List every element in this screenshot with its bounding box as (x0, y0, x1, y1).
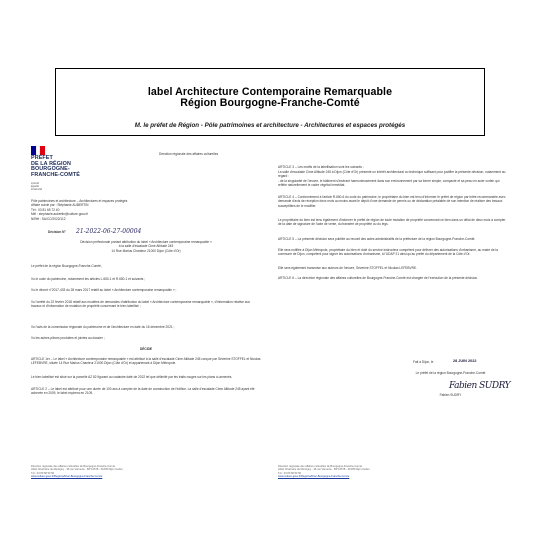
banner-title (58, 87, 482, 109)
article-5-notification: Elle sera notifiée à Dijon Métropole, propriétaire du bien et doté du service instructeur compétent pour délivrer des autorisations d'urbanisme, au maire de la commune de Dijon, compétent pour signer les autorisations d'urbanisme, à l'UDAP 21 ainsi qu'au préfet du département de la Côte d'Or. (278, 248, 498, 257)
direction-label: Direction régionale des affaires culturelles (159, 152, 219, 156)
article-2: ARTICLE 2 – Le label est attribué pour une durée de 100 ans à compter de la date de construction de l'édifice. La salle d'escalade Cime Altitude 245 ayant été achevée en 2009, le label expirera en 2109. (31, 387, 255, 396)
summary-line: Décision préfectorale portant attribution du label « Architecture contemporaine remarquable » (80, 240, 212, 244)
footer-line: Tél : 03 80 68 50 50 (31, 471, 55, 475)
motto-line: Liberté (31, 182, 39, 185)
office-line: Affaire suivie par : Stéphanie AUBERTIN (31, 203, 89, 208)
summary-line: 14 Rue Marius Chanteur 21000 Dijon (Côte d'Or) (111, 248, 181, 253)
prefet-line: PRÉFET (31, 155, 53, 161)
article-3-motif: - de la singularité de l'œuvre, le bâtiment s'insérant harmonieusement dans son environnement par sa forme simple, compacte et sa peau en acier corten qui reflète naturellement le cadre végétal immédiat. (278, 179, 500, 188)
prefet-line: BOURGOGNE- (31, 166, 70, 173)
considerant-4: Vu l'avis de la commission régionale du patrimoine et de l'architecture en date du 16 décembre 2021 ; (31, 325, 175, 329)
considerant-2: Vu le décret n°2017-433 du 28 mars 2017 relatif au label « Architecture contemporaine remarquable » ; (31, 288, 177, 292)
footer-line: Tél : 03 80 68 50 50 (278, 471, 302, 475)
handwritten-signature: Fabien SUDRY (449, 381, 511, 391)
page1-footer (31, 465, 261, 479)
article-3-text: La salle d'escalade Cime Altitude 245 à Dijon (Côte d'Or) présente un intérêt architectural ou technique suffisant pour justifier la présente décision, notamment au regard : (278, 170, 506, 179)
flag-red (40, 146, 45, 155)
considerant-5: Vu les autres pièces produites et jointes au dossier ; (31, 336, 105, 340)
banner-subtitle: M. le préfet de Région - Pôle patrimoines et architecture - Architectures et espaces protégés (134, 122, 406, 129)
prefet-statement: Le préfet de la région Bourgogne-Franche-Comté, (31, 264, 102, 268)
place-label: Fait à Dijon, le (413, 360, 434, 364)
article-1: ARTICLE 1er – Le label « Architecture contemporaine remarquable » est attribué à la salle d'escalade Cime Altitude 245 conçue par Séverine STOFFEL et Nicolas LEFEBVRE, située 14 Rue Marius Chanteur 21000 Dijon (Côte d'Or) et appartenant à Dijon Métropole. (31, 357, 261, 366)
footer-line: Direction régionale des affaires culturelles de Bourgogne-Franche-Comté (278, 465, 363, 468)
office-line: Pôle patrimoines et architecture – Architectures et espaces protégés (31, 199, 128, 203)
office-block (31, 199, 161, 221)
prefet-line: DE LA RÉGION (31, 160, 71, 167)
prefet-line: FRANCHE-COMTÉ (31, 171, 80, 178)
office-line: N/Réf : SA/CC/2022/112 (31, 216, 66, 221)
banner-title-line2: Région Bourgogne-Franche-Comté (180, 97, 360, 109)
decision-page-2 (273, 143, 513, 496)
footer-website-link[interactable]: www.culture.gouv.fr/Regions/Drac-Bourgogne-Franche-Comte (31, 475, 103, 479)
republic-motto (31, 182, 42, 192)
prefet-logo-title (31, 156, 80, 178)
decide-heading: DÉCIDE (139, 347, 153, 351)
signer-name: Fabien SUDRY (439, 393, 462, 397)
decision-label: Décision N° (48, 230, 66, 234)
footer-website-link[interactable]: www.culture.gouv.fr/Regions/Drac-Bourgogne-Franche-Comte (278, 475, 350, 479)
article-4-mutation: Le propriétaire du bien est tenu également d'informer le préfet de région de toute mutation de propriété concernant ce bien dans un délai de deux mois à compter de la date de signature de l'acte de vente, du transfert de propriété ou du legs. (278, 218, 506, 227)
footer-line: Direction régionale des affaires culturelles de Bourgogne-Franche-Comté (31, 465, 116, 468)
footer-line: Hôtel Chartraire de Montigny - 39 rue Vannerie - BP 10578 - 21005 Dijon Cedex (31, 468, 123, 472)
date-stamp: 28 JUIN 2022 (453, 359, 477, 363)
office-line: Tél : 03 81 65 72 40 (31, 207, 60, 212)
motto-line: Fraternité (31, 188, 43, 192)
banner-title-line1: label Architecture Contemporaine Remarquable (147, 86, 393, 98)
article-5-transmission: Elle sera également transmise aux auteurs de l'œuvre, Séverine STOFFEL et Nicolas LEFEBVRE. (278, 266, 417, 270)
marianne-flag-logo (31, 146, 45, 155)
article-6: ARTICLE 6 – La directrice régionale des affaires culturelles de Bourgogne-Franche-Comté est chargée de l'exécution de la présente décision. (278, 276, 478, 280)
article-5: ARTICLE 5 – La présente décision sera publiée au recueil des actes administratifs de la préfecture de la région Bourgogne-Franche-Comté. (278, 237, 476, 241)
motto-line: Égalité (31, 185, 39, 189)
article-1-parcel: Le bien labellisé est situé sur la parcelle AZ 82 figurant au cadastre daté de 2022 tel que délimité par les traits rouges sur les plans ci-annexés. (31, 375, 233, 379)
article-3: ARTICLE 3 – Les motifs de la labellisation sont les suivants : (278, 165, 364, 169)
office-line: Mél : stephanie.aubertin@culture.gouv.fr (31, 212, 89, 217)
footer-line: Hôtel Chartraire de Montigny - 39 rue Vannerie - BP 10578 - 21005 Dijon Cedex (278, 468, 370, 472)
considerant-3: Vu l'arrêté du 22 février 2018 relatif aux modèles de demandes d'attribution du label « Architecture contemporaine remarquable », d'information relative aux travaux et d'information de mutation de propriété concernant le bien labellisé ; (31, 300, 250, 309)
document-spread (26, 143, 513, 496)
summary-line: à la salle d'escalade Cime Altitude 245 (118, 244, 174, 249)
decision-page-1 (26, 143, 266, 496)
considerant-1: Vu le code du patrimoine, notamment les articles L.650-1 et R.650-1 et suivants ; (31, 277, 146, 281)
page2-footer (278, 465, 508, 479)
signer-title: Le préfet de la région Bourgogne-Franche-Comté (415, 371, 486, 375)
decision-summary (36, 240, 256, 253)
decision-number: 21-2022-06-27-00004 (76, 228, 142, 235)
article-4: ARTICLE 4 – Conformément à l'article R.650-6 du code du patrimoine, le propriétaire du bien est tenu d'informer le préfet de région par lettre recommandée avec demande d'avis de réception deux mois au moins avant le dépôt d'une demande de permis ou de déclaration préalable de son intention de réaliser des travaux susceptibles de le modifier. (278, 195, 506, 208)
